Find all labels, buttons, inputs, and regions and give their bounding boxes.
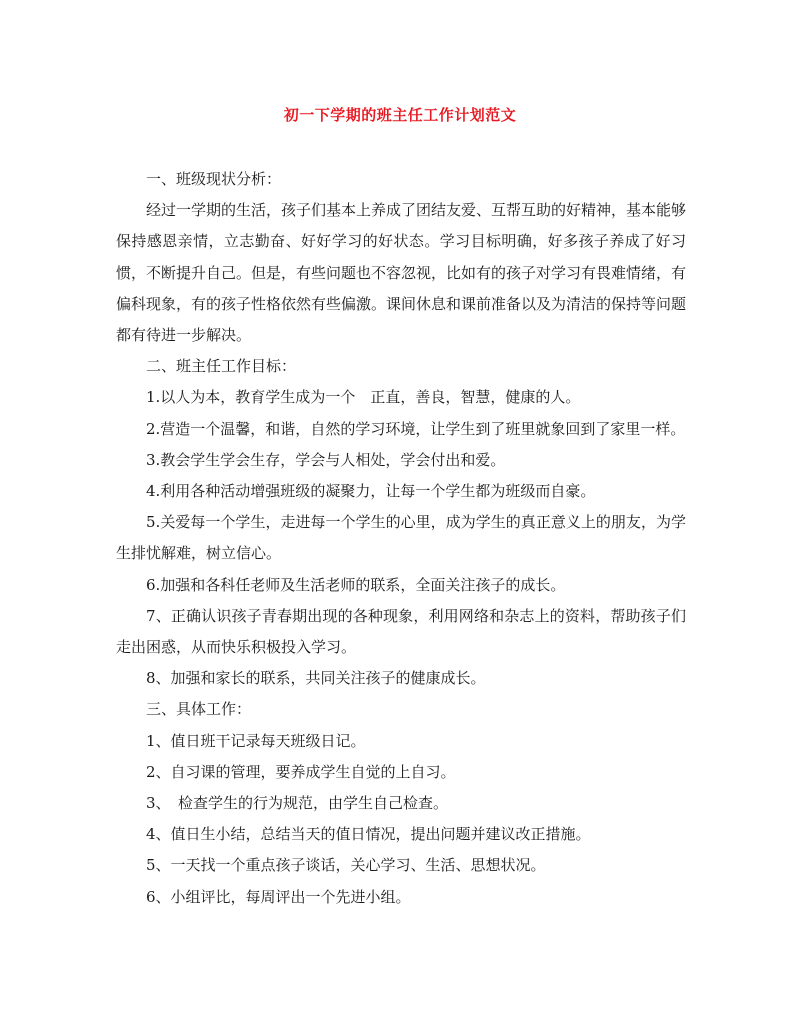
goal-item-6: 6.加强和各科任老师及生活老师的联系，全面关注孩子的成长。: [146, 575, 566, 594]
task-item-6: 6、小组评比，每周评出一个先进小组。: [146, 887, 411, 906]
task-item-3: 3、 检查学生的行为规范，由学生自己检查。: [146, 794, 449, 813]
paragraph-situation: 经过一学期的生活，孩子们基本上养成了团结友爱、互帮互助的好精神，基本能够保持感恩亲情，立志勤奋、好好学习的好状态。学习目标明确，好多孩子养成了好习惯，不断提升自己。但是，有些问题也不容忽视，比如有的孩子对学习有畏难情绪，有偏科现象，有的孩子性格依然有些偏激。课间休息和课前准备以及为清洁的保持等问题都有待进一步解决。: [116, 201, 687, 345]
goal-item-8: 8、加强和家长的联系，共同关注孩子的健康成长。: [146, 669, 486, 688]
goal-item-5: 5.关爱每一个学生，走进每一个学生的心里，成为学生的真正意义上的朋友，为学生排忧解难，树立信心。: [116, 513, 686, 563]
section-heading-2: 二、班主任工作目标：: [146, 357, 297, 376]
goal-item-4: 4.利用各种活动增强班级的凝聚力，让每一个学生都为班级而自豪。: [146, 482, 596, 501]
document-title: 初一下学期的班主任工作计划范文: [283, 106, 517, 124]
goal-item-1: 1.以人为本，教育学生成为一个 正直，善良，智慧，健康的人。: [146, 388, 581, 407]
goal-item-3: 3.教会学生学会生存，学会与人相处，学会付出和爱。: [146, 450, 506, 469]
task-item-4: 4、值日生小结，总结当天的值日情况，提出问题并建议改正措施。: [146, 825, 591, 844]
task-item-2: 2、自习课的管理，要养成学生自觉的上自习。: [146, 762, 456, 781]
section-heading-3: 三、具体工作：: [146, 700, 252, 719]
document-body: [116, 164, 686, 913]
task-item-5: 5、一天找一个重点孩子谈话，关心学习、生活、思想状况。: [146, 856, 546, 875]
goal-item-2: 2.营造一个温馨，和谐，自然的学习环境，让学生到了班里就象回到了家里一样。: [146, 419, 686, 438]
goal-item-7: 7、正确认识孩子青春期出现的各种现象，利用网络和杂志上的资料，帮助孩子们走出困惑，从而快乐积极投入学习。: [116, 606, 686, 657]
section-heading-1: 一、班级现状分析：: [146, 170, 282, 188]
task-item-1: 1、值日班干记录每天班级日记。: [146, 731, 366, 750]
